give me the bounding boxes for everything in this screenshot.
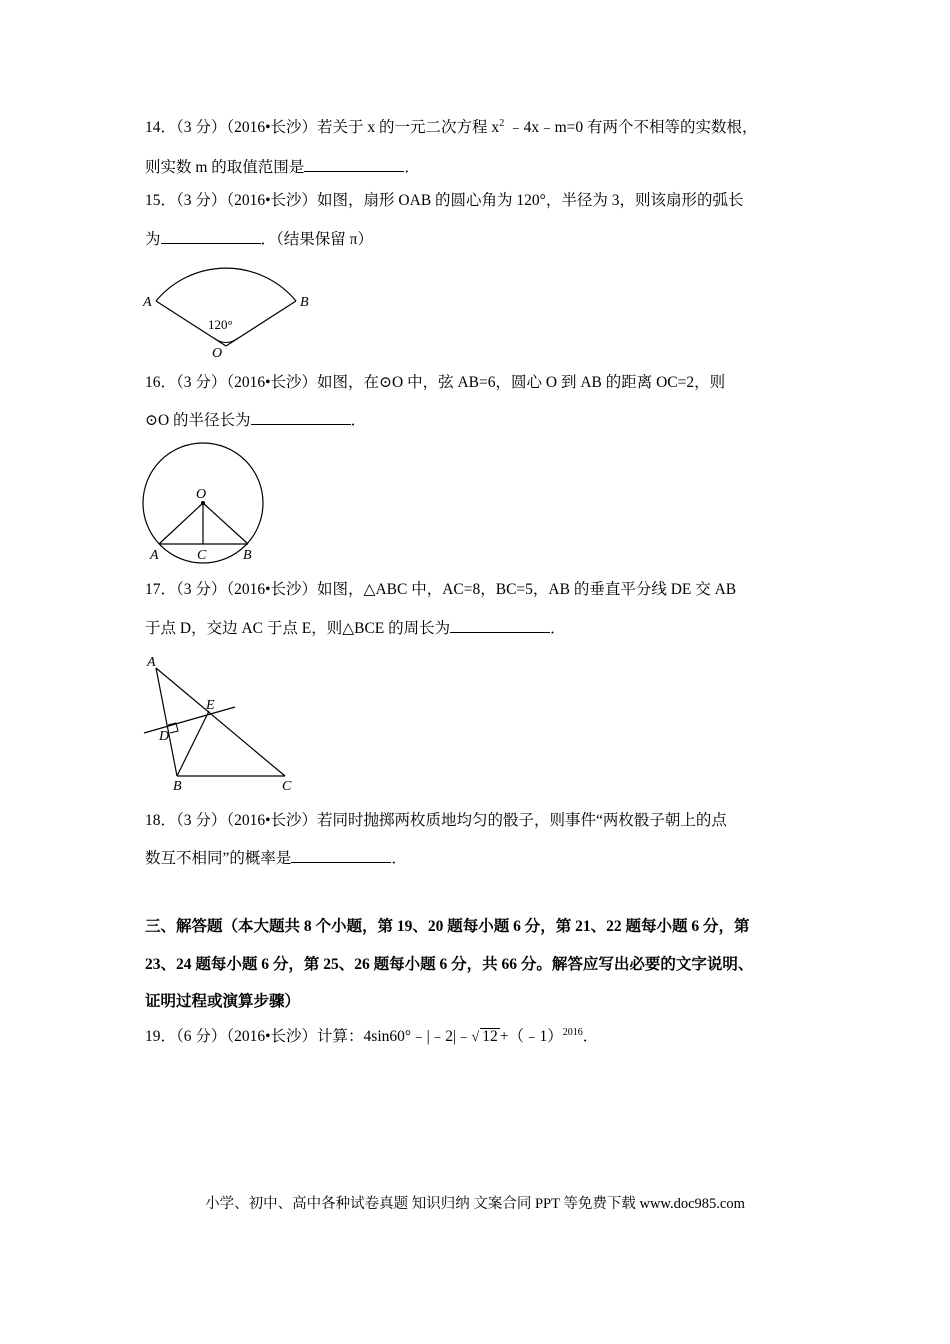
q14-exponent: 2 [499,117,505,129]
segment-oa [159,503,203,544]
q17-line1: 17．（3 分）（2016•长沙）如图，△ABC 中，AC=8，BC=5，AB 的垂直平分线 DE 交 AB [145,581,737,598]
label-b: B [243,548,252,563]
q14-answer-blank[interactable] [304,157,404,172]
page-footer: 小学、初中、高中各种试卷真题 知识归纳 文案合同 PPT 等免费下载 www.doc985.com [205,1196,745,1212]
sqrt-sign: √ [471,1030,480,1045]
label-a: A [143,295,152,310]
q15-answer-blank[interactable] [161,229,261,244]
q18-line2: 数互不相同”的概率是 ． [145,850,407,867]
q18-line1: 18．（3 分）（2016•长沙）若同时抛掷两枚质地均匀的骰子，则事件“两枚骰子朝上的点 [145,812,727,829]
segment-ob [203,503,248,544]
q15-line2: 为 ．（结果保留 π） [145,231,373,248]
sector-arc [156,268,296,301]
label-c: C [197,548,207,563]
label-a: A [147,655,156,670]
q17-answer-blank[interactable] [450,618,550,633]
label-b: B [173,779,182,793]
label-o: O [212,346,223,361]
angle-mark [214,338,238,343]
angle-label: 120° [208,317,233,332]
label-c: C [282,779,292,793]
triangle-figure [140,648,305,793]
label-d: D [159,729,170,744]
perpendicular-bisector [144,707,235,733]
q14-line2: 则实数 m 的取值范围是 ． [145,159,420,176]
segment-be [177,711,209,776]
circle-figure [140,440,270,565]
q18-answer-blank[interactable] [291,848,391,863]
q17-line2: 于点 D，交边 AC 于点 E，则△BCE 的周长为 ． [145,620,566,637]
label-e: E [206,698,215,713]
q16-line2: ⊙O 的半径长为 ． [145,412,367,429]
side-ac [156,668,285,776]
q16-answer-blank[interactable] [251,410,351,425]
section3-heading-line1: 三、解答题（本大题共 8 个小题，第 19、20 题每小题 6 分，第 21、22 题每小题 6 分，第 [145,918,750,935]
side-ab [156,668,177,776]
label-b: B [300,295,309,310]
label-a: A [150,548,159,563]
q19-exponent: 2016 [562,1026,583,1038]
sector-figure [140,255,320,363]
label-o: O [196,487,207,502]
section3-heading-line2: 23、24 题每小题 6 分，第 25、26 题每小题 6 分，共 66 分。解答应写出必要的文字说明、 [145,956,754,973]
section3-heading-line3: 证明过程或演算步骤） [145,993,301,1010]
q16-line1: 16．（3 分）（2016•长沙）如图，在⊙O 中，弦 AB=6，圆心 O 到 AB 的距离 OC=2，则 [145,374,726,391]
sqrt-radicand: 12 [482,1028,498,1045]
q19-line1: 19．（6 分）（2016•长沙）计算：4sin60°﹣|﹣2|﹣√ 12 +（﹣1）$^{2016}$． [145,1026,599,1045]
q14-line1: 14．（3 分）（2016•长沙）若关于 x 的一元二次方程 $x^2$ ﹣4x﹣m=0 有两个不相等的实数根， [145,117,758,136]
q15-line1: 15．（3 分）（2016•长沙）如图，扇形 OAB 的圆心角为 120°，半径为 3，则该扇形的弧长 [145,192,744,209]
